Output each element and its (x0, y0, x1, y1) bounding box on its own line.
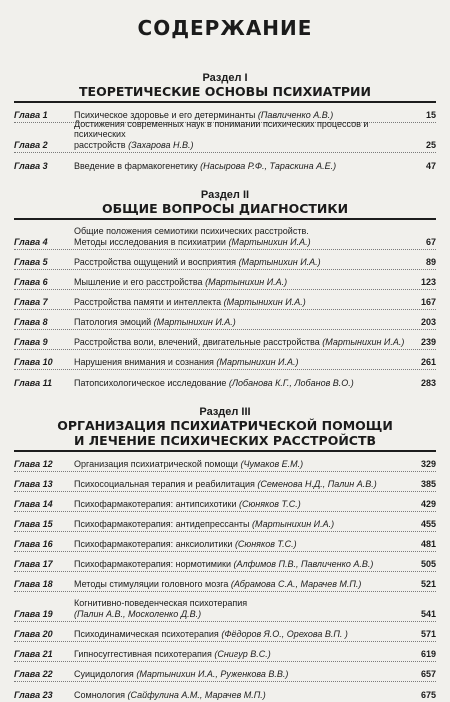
page-number: 47 (425, 160, 436, 171)
chapter-title-line: Гипносуггестивная психотерапия (74, 648, 212, 659)
chapter-title-line: Психофармакотерапия: антидепрессанты (74, 518, 250, 529)
chapter-title (74, 357, 408, 368)
chapter-title-line: Психофармакотерапия: нормотимики (74, 558, 231, 569)
toc-row[interactable] (14, 492, 436, 512)
chapter-authors: (Алфимов П.В., Павличенко А.В.) (233, 558, 374, 569)
page-number: 619 (420, 648, 436, 659)
chapter-title-line: Нарушения внимания и сознания (74, 356, 214, 367)
chapter-label: Глава 14 (14, 498, 53, 509)
chapter-authors: (Снигур В.С.) (214, 648, 271, 659)
chapter-authors: (Мартынихин И.А.) (322, 336, 405, 347)
chapter-title-line: Психофармакотерапия: антипсихотики (74, 498, 237, 509)
chapter-label: Глава 18 (14, 578, 53, 589)
toc-row[interactable] (14, 622, 436, 642)
chapter-authors: (Фёдоров Я.О., Орехова В.П. ) (221, 628, 348, 639)
chapter-title-line: Суицидология (74, 668, 134, 679)
chapter-label: Глава 13 (14, 478, 53, 489)
page-number: 571 (420, 628, 436, 639)
chapter-label: Глава 8 (14, 316, 48, 327)
chapter-label: Глава 19 (14, 608, 53, 619)
toc-row[interactable] (14, 270, 436, 290)
chapter-title (74, 690, 408, 701)
page-number: 89 (425, 256, 436, 267)
chapter-authors: (Мартынихин И.А.) (223, 296, 306, 307)
section-heading (14, 189, 436, 216)
chapter-label: Глава 23 (14, 689, 53, 700)
chapter-title-line: Достижения современных наук в понимании психических процессов и психических (74, 118, 369, 139)
page-number: 657 (420, 668, 436, 679)
chapter-title-line: расстройств (74, 139, 126, 150)
chapter-title (74, 161, 408, 172)
toc-row[interactable] (14, 512, 436, 532)
chapter-title-line: Расстройства ощущений и восприятия (74, 256, 237, 267)
page-number: 521 (420, 578, 436, 589)
page-number: 429 (420, 498, 436, 509)
chapter-label: Глава 21 (14, 648, 53, 659)
chapter-authors: (Мартынихин И.А.) (252, 518, 335, 529)
page-number: 261 (420, 356, 436, 367)
page-number: 239 (420, 336, 436, 347)
chapter-authors: (Абрамова С.А., Марачев М.П.) (230, 578, 362, 589)
chapter-title (74, 629, 408, 640)
chapter-authors: (Мартынихин И.А.) (205, 276, 288, 287)
toc-section (14, 189, 436, 390)
chapter-authors: (Мартынихин И.А.) (216, 356, 299, 367)
chapter-authors: (Насырова Р.Ф., Тараскина А.Е.) (200, 160, 337, 171)
chapter-title-line: Патология эмоций (74, 316, 152, 327)
chapter-title (74, 378, 408, 389)
chapter-title (74, 669, 408, 680)
chapter-label: Глава 11 (14, 377, 52, 388)
chapter-authors: (Мартынихин И.А.) (153, 316, 236, 327)
page-number: 329 (420, 458, 436, 469)
chapter-title (74, 579, 408, 590)
chapter-label: Глава 7 (14, 296, 48, 307)
chapter-title (74, 317, 408, 328)
page-number: 283 (420, 377, 436, 388)
chapter-authors: (Павличенко А.В.) (257, 109, 334, 120)
chapter-authors: (Сюняков Т.С.) (239, 498, 301, 509)
chapter-label: Глава 6 (14, 276, 48, 287)
chapter-title (74, 649, 408, 660)
chapter-label: Глава 22 (14, 668, 53, 679)
chapter-authors: (Палин А.В., Москоленко Д.В.) (74, 608, 202, 619)
page-number: 481 (420, 538, 436, 549)
page-number: 123 (420, 276, 436, 287)
toc-row[interactable] (14, 572, 436, 592)
chapter-title-line: Общие положения семиотики психических расстройств. (74, 226, 309, 236)
chapter-authors: (Сайфулина А.М., Марачев М.П.) (127, 689, 266, 700)
chapter-title-line: Психическое здоровье и его детерминанты (74, 109, 256, 120)
toc-row[interactable] (14, 662, 436, 682)
page-number: 385 (420, 478, 436, 489)
chapter-title-line: Расстройства памяти и интеллекта (74, 296, 222, 307)
section-number: Раздел III (199, 406, 251, 418)
chapter-title (74, 598, 408, 619)
toc-row[interactable] (14, 220, 436, 250)
page-number: 25 (425, 139, 436, 150)
chapter-title (74, 119, 408, 151)
page-number: 67 (425, 236, 436, 247)
section-title: И ЛЕЧЕНИЕ ПСИХИЧЕСКИХ РАССТРОЙСТВ (73, 433, 377, 448)
toc-row[interactable] (14, 350, 436, 370)
chapter-label: Глава 3 (14, 160, 48, 171)
chapter-title (74, 499, 408, 510)
section-title: ОБЩИЕ ВОПРОСЫ ДИАГНОСТИКИ (101, 201, 349, 216)
page-number: 203 (420, 316, 436, 327)
chapter-label: Глава 1 (14, 109, 48, 120)
chapter-label: Глава 20 (14, 628, 53, 639)
chapter-title (74, 277, 408, 288)
page-title: СОДЕРЖАНИЕ (137, 16, 313, 40)
section-heading (14, 406, 436, 448)
chapter-authors: (Захарова Н.В.) (128, 139, 194, 150)
section-number: Раздел II (200, 189, 250, 201)
chapter-title (74, 337, 408, 348)
chapter-authors: (Семенова Н.Д., Палин А.В.) (257, 478, 377, 489)
chapter-title-line: Психосоциальная терапия и реабилитация (74, 478, 255, 489)
page-number: 675 (420, 689, 436, 700)
toc-row[interactable] (14, 552, 436, 572)
chapter-label: Глава 10 (14, 356, 53, 367)
chapter-label: Глава 12 (14, 458, 53, 469)
chapter-title (74, 479, 408, 490)
toc-row[interactable] (14, 118, 436, 153)
toc-row[interactable] (14, 250, 436, 270)
page-number: 167 (420, 296, 436, 307)
chapter-title-line: Психофармакотерапия: анксиолитики (74, 538, 233, 549)
page-number: 541 (420, 608, 436, 619)
chapter-authors: (Лобанова К.Г., Лобанов В.О.) (228, 377, 354, 388)
toc-row[interactable] (14, 682, 436, 702)
toc-row[interactable] (14, 452, 436, 472)
page-number: 455 (420, 518, 436, 529)
chapter-authors: (Чумаков Е.М.) (240, 458, 304, 469)
chapter-title-line: Когнитивно-поведенческая психотерапия (74, 598, 248, 608)
toc-section (14, 406, 436, 702)
chapter-title (74, 539, 408, 550)
chapter-authors: (Мартынихин И.А.) (228, 236, 311, 247)
toc-row[interactable] (14, 290, 436, 310)
chapter-title (74, 257, 408, 268)
chapter-title-line: Введение в фармакогенетику (74, 160, 198, 171)
toc-row[interactable] (14, 330, 436, 350)
chapter-title-line: Организация психиатрической помощи (74, 458, 238, 469)
toc-sections (14, 72, 436, 702)
chapter-title (74, 519, 408, 530)
chapter-authors: (Мартынихин И.А.) (238, 256, 321, 267)
chapter-title-line: Мышление и его расстройства (74, 276, 203, 287)
section-heading (14, 72, 436, 99)
toc-row[interactable] (14, 592, 436, 622)
chapter-label: Глава 4 (14, 236, 48, 247)
section-number: Раздел I (202, 72, 248, 84)
chapter-authors: (Сюняков Т.С.) (234, 538, 297, 549)
toc-row[interactable] (14, 472, 436, 492)
chapter-label: Глава 16 (14, 538, 53, 549)
toc-row[interactable] (14, 642, 436, 662)
chapter-title-line: Патопсихологическое исследование (74, 377, 227, 388)
toc-row[interactable] (14, 310, 436, 330)
chapter-title-line: Психодинамическая психотерапия (74, 628, 219, 639)
section-title: ТЕОРЕТИЧЕСКИЕ ОСНОВЫ ПСИХИАТРИИ (79, 84, 371, 99)
chapter-label: Глава 9 (14, 336, 48, 347)
chapter-title-line: Сомнология (74, 689, 126, 700)
chapter-label: Глава 5 (14, 256, 48, 267)
chapter-label: Глава 2 (14, 139, 48, 150)
chapter-title (74, 226, 408, 247)
chapter-authors: (Мартынихин И.А., Руженкова В.В.) (136, 668, 289, 679)
chapter-title-line: Методы исследования в психиатрии (74, 236, 226, 247)
toc-row[interactable] (14, 532, 436, 552)
chapter-title (74, 459, 408, 470)
toc-row[interactable] (14, 370, 436, 390)
chapter-label: Глава 17 (14, 558, 53, 569)
chapter-title-line: Методы стимуляции головного мозга (74, 578, 229, 589)
page-number: 15 (425, 109, 436, 120)
section-title: ОРГАНИЗАЦИЯ ПСИХИАТРИЧЕСКОЙ ПОМОЩИ (57, 418, 393, 433)
chapter-title (74, 559, 408, 570)
page-number: 505 (420, 558, 436, 569)
chapter-title (74, 297, 408, 308)
chapter-title-line: Расстройства воли, влечений, двигательные расстройства (74, 336, 320, 347)
toc-section (14, 72, 436, 173)
chapter-label: Глава 15 (14, 518, 53, 529)
toc-row[interactable] (14, 153, 436, 173)
